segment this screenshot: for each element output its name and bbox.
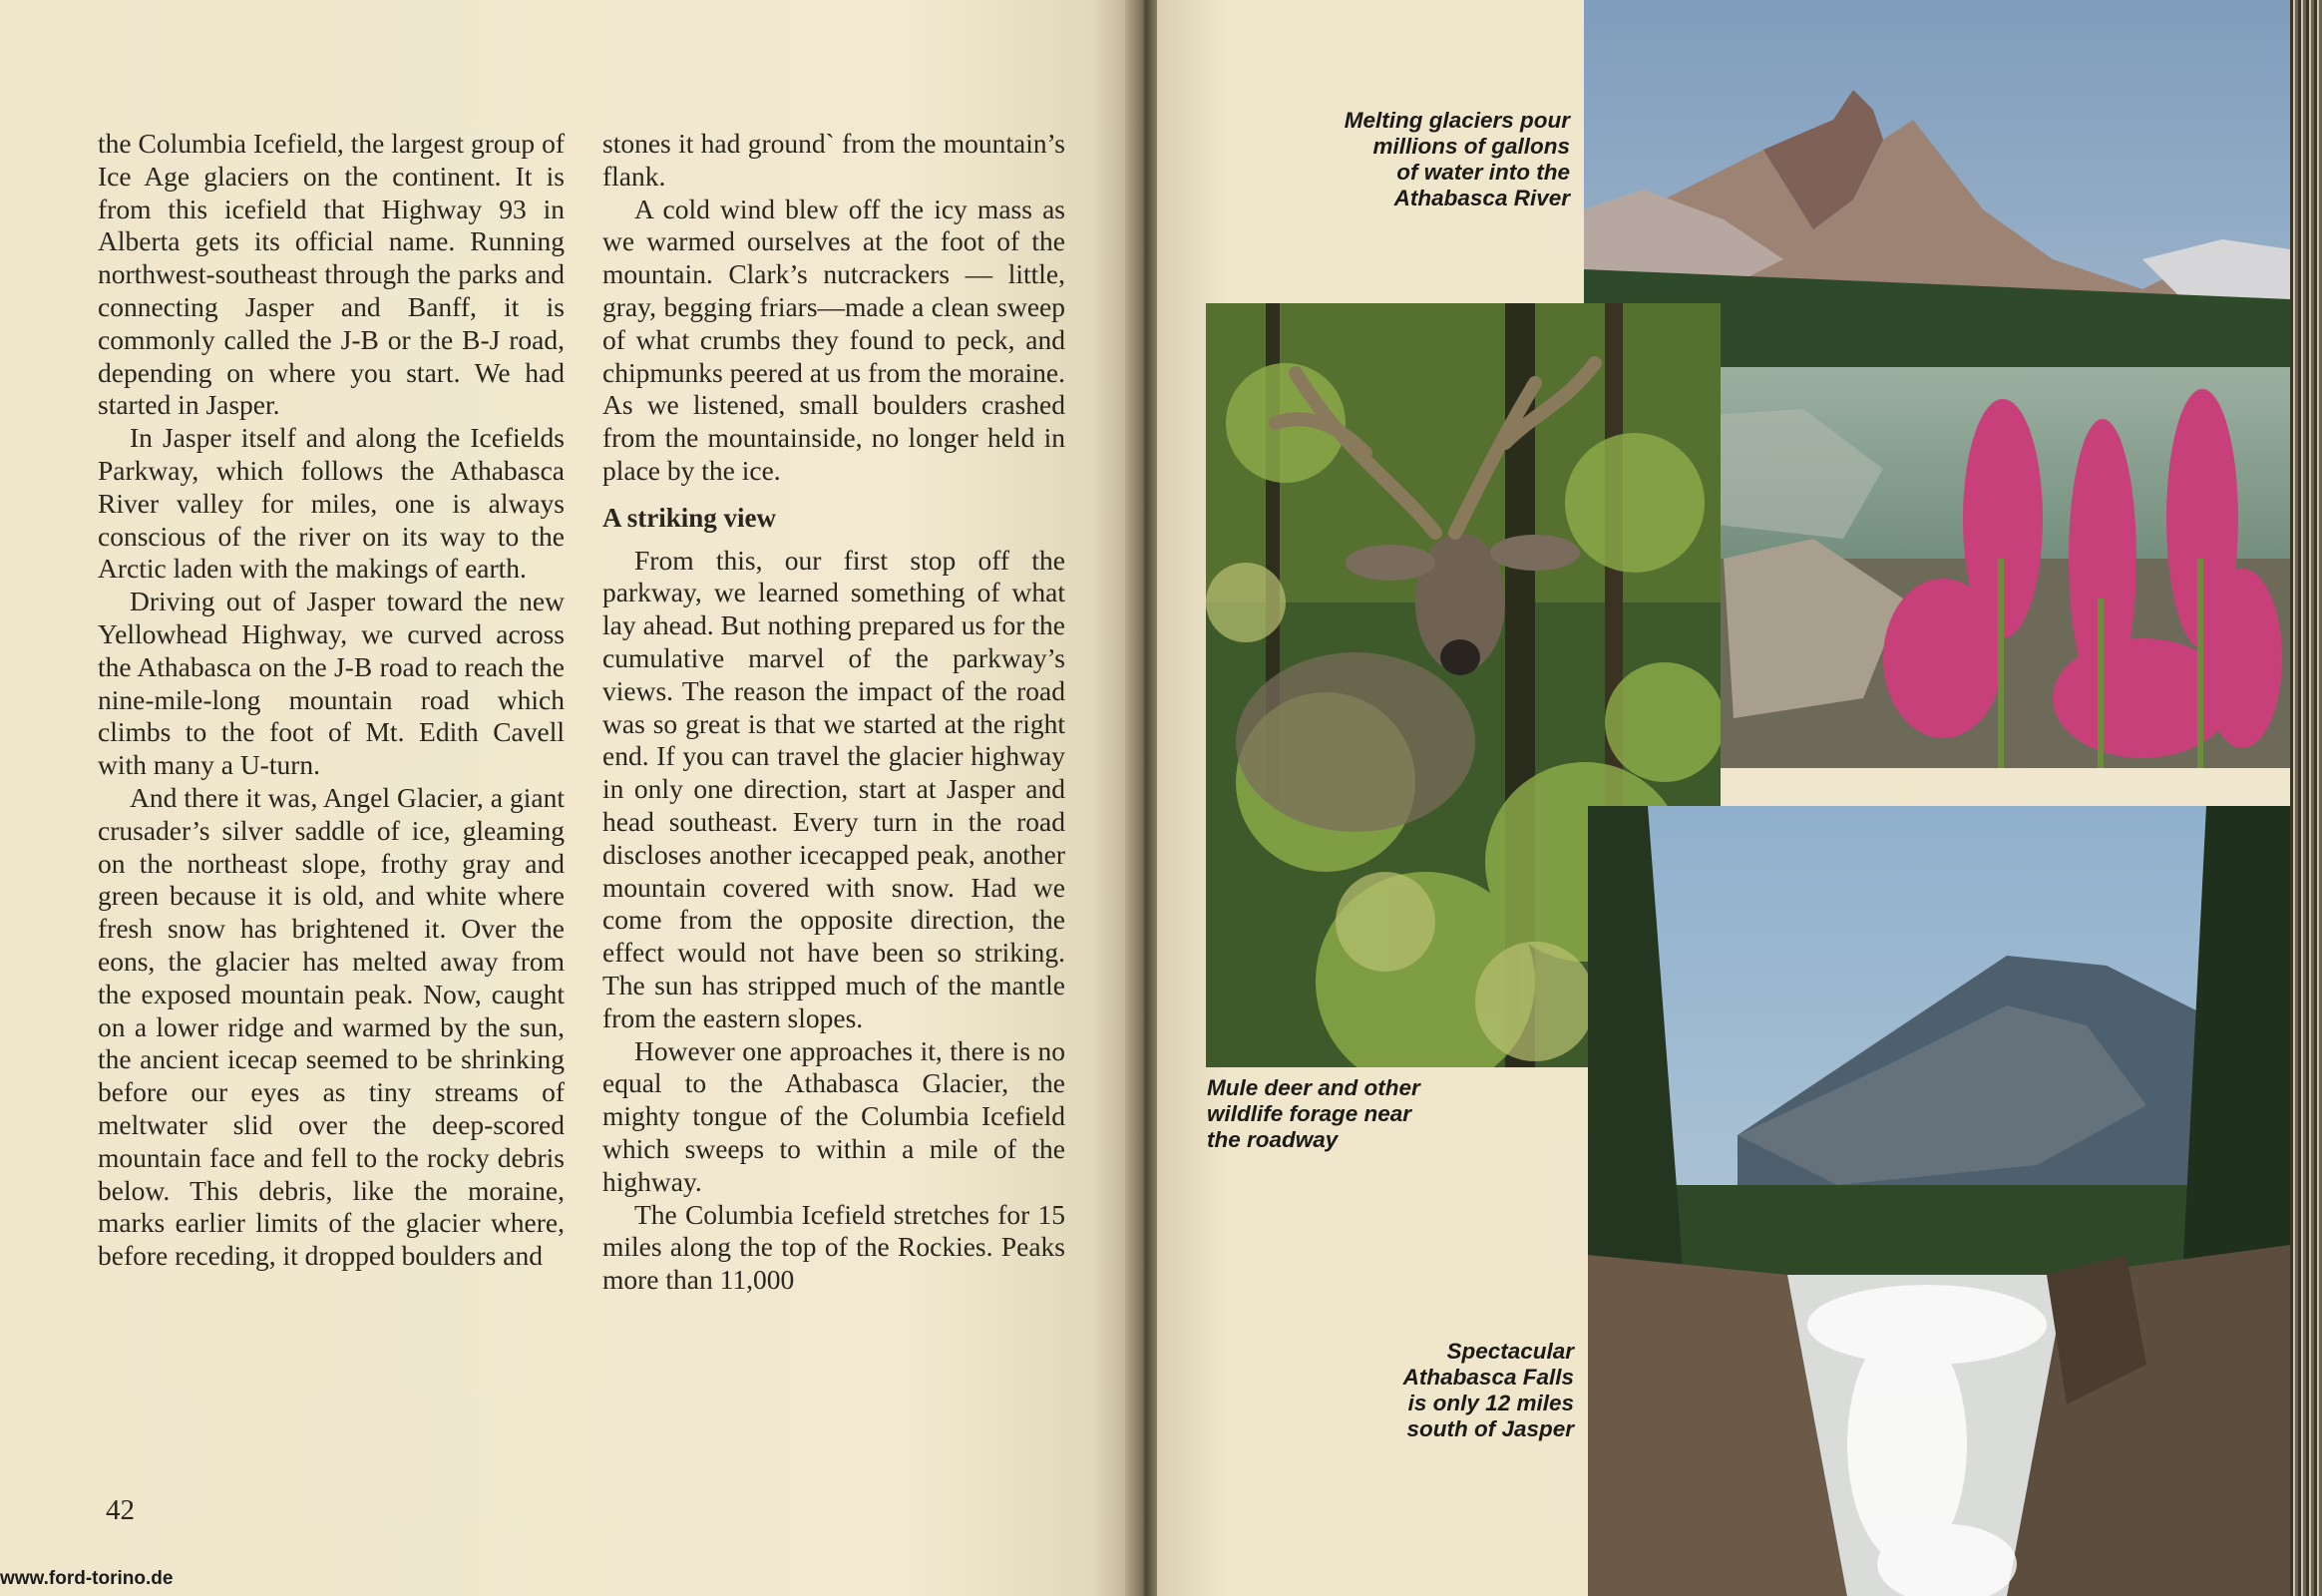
caption-line: Melting glaciers pour [1344,108,1570,133]
caption-line: Mule deer and other [1207,1075,1420,1100]
section-subhead: A striking view [602,502,777,533]
photo-athabasca-falls [1588,806,2290,1596]
caption-line: Spectacular [1446,1339,1574,1364]
paragraph: the Columbia Icefield, the largest group of Ice Age glaciers on the continent. It is from this icefield that Highway 93 in Alberta gets its official name. Running northwest-southeast through the parks and connecting Jasper and Banff, it is commonly called the J-B or the B-J road, depending on where you start. We had started in Jasper. [98,128,565,421]
caption-line: Athabasca Falls [1402,1365,1574,1390]
caption-line: of water into the [1396,160,1570,185]
caption-line: south of Jasper [1406,1416,1574,1441]
caption-line: the roadway [1207,1127,1339,1152]
paragraph: From this, our first stop off the parkway, we learned something of what lay ahead. But nothing prepared us for the cumulative marvel of the parkway’s views. The reason the impact of the road was so great is that we started at the right end. If you can travel the glacier highway in only one direction, start at Jasper and head southeast. Every turn in the road discloses another icecapped peak, another mountain covered with snow. Had we come from the opposite direction, the effect would not have been so striking. The sun has stripped much of the mantle from the eastern slopes. [602,544,1065,1033]
paragraph: The Columbia Icefield stretches for 15 miles along the top of the Rockies. Peaks more than 11,000 [602,1198,1065,1296]
page-edge [2290,0,2322,1596]
paragraph: And there it was, Angel Glacier, a giant crusader’s silver saddle of ice, gleaming on the northeast slope, frothy gray and green because it is old, and white where fresh snow has brightened it. Over the eons, the glacier has melted away from the exposed mountain peak. Now, caught on a lower ridge and warmed by the sun, the ancient icecap seemed to be shrinking before our eyes as tiny streams of meltwater slid over the deep-scored mountain face and fell to the rocky debris below. This debris, like the moraine, marks earlier limits of the glacier where, before receding, it dropped boulders and [98,781,565,1272]
caption-line: wildlife forage near [1207,1101,1412,1126]
text-column-2 [602,128,1065,1297]
paragraph: Driving out of Jasper toward the new Yellowhead Highway, we curved across the Athabasca on the J-B road to reach the nine-mile-long mountain road which climbs to the foot of Mt. Edith Cavell with many a U-turn. [98,586,565,781]
paragraph: However one approaches it, there is no equal to the Athabasca Glacier, the mighty tongue of the Columbia Icefield which sweeps to within a mile of the highway. [602,1034,1065,1197]
paragraph: stones it had ground` from the mountain’s flank. [602,128,1065,192]
text-column-1 [98,128,565,1273]
page-number: 42 [106,1494,135,1526]
paragraph: A cold wind blew off the icy mass as we warmed ourselves at the foot of the mountain. Clark’s nutcrackers — little, gray, begging friars—made a clean sweep of what crumbs they found to peck, and chipmunks peered at us from the moraine. As we listened, small boulders crashed from the mountainside, no longer held in place by the ice. [602,193,1065,486]
caption-line: millions of gallons [1372,134,1570,159]
caption-falls [1317,1339,1574,1442]
caption-line: is only 12 miles [1407,1391,1574,1415]
caption-glaciers [1267,108,1570,211]
caption-line: Athabasca River [1393,186,1570,210]
caption-deer [1207,1075,1546,1153]
paragraph: In Jasper itself and along the Icefields Parkway, which follows the Athabasca River valley for miles, one is always conscious of the river on its way to the Arctic laden with the makings of earth. [98,422,565,585]
watermark-url: www.ford-torino.de [0,1568,174,1589]
